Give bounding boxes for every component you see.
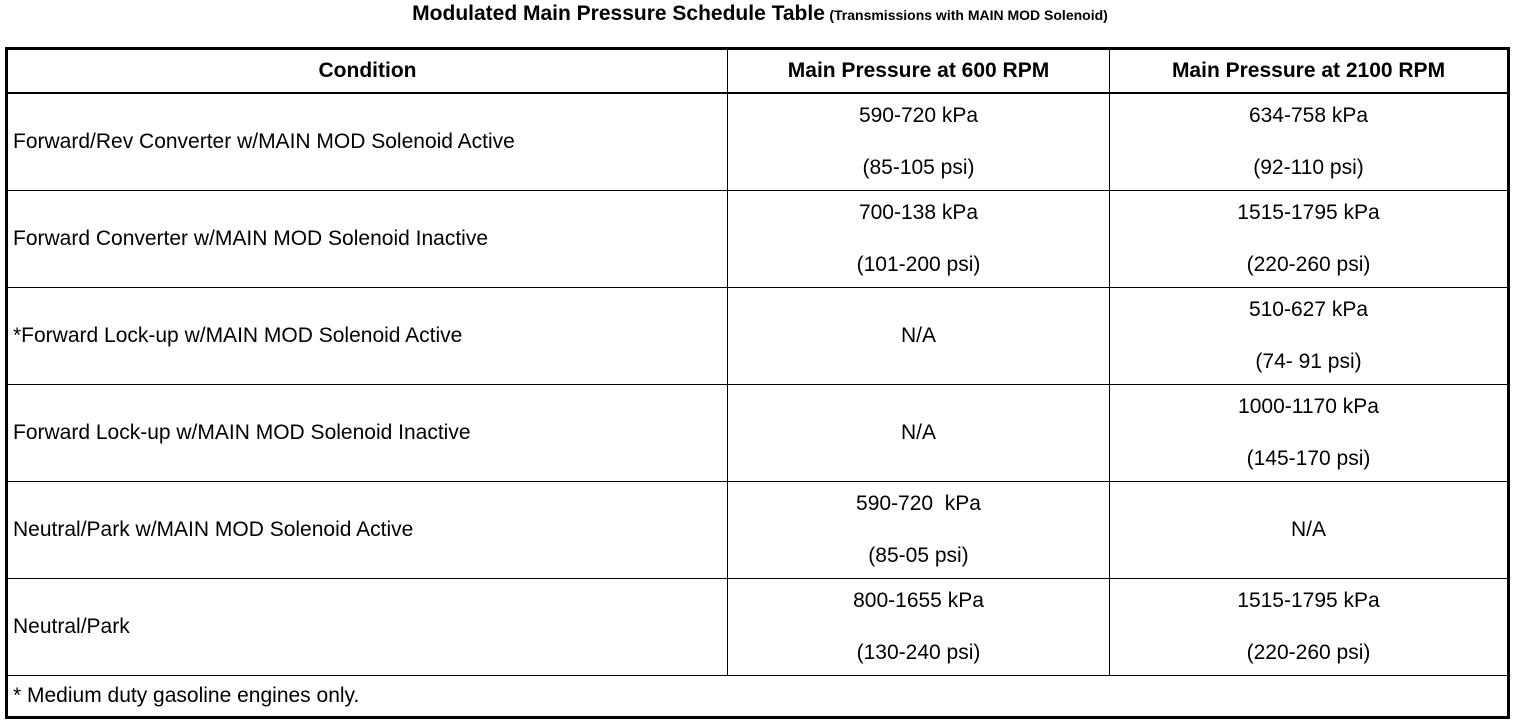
pressure-600-cell [728,93,1110,191]
pressure-value-stack [1110,395,1507,471]
condition-cell: Forward Converter w/MAIN MOD Solenoid Inactive [7,191,728,288]
title-subtitle: (Transmissions with MAIN MOD Solenoid) [829,7,1108,23]
pressure-2100-cell [1110,579,1509,676]
pressure-psi: (85-05 psi) [868,544,969,567]
table-body [7,93,1509,718]
pressure-psi: (145-170 psi) [1246,447,1371,470]
footnote: * Medium duty gasoline engines only. [7,676,1509,718]
pressure-value-stack [728,589,1109,665]
header-row [7,49,1509,94]
pressure-600-cell [728,191,1110,288]
pressure-kpa: 590-720 kPa [856,492,981,515]
pressure-600-cell [728,482,1110,579]
pressure-psi: (101-200 psi) [856,253,981,276]
pressure-value-stack [1110,589,1507,665]
pressure-600-cell [728,288,1110,385]
pressure-psi: (220-260 psi) [1246,641,1371,664]
table-header [7,49,1509,94]
pressure-psi: (220-260 psi) [1246,253,1371,276]
header-condition: Condition [7,49,728,94]
pressure-value-stack [1110,201,1507,277]
pressure-kpa: 1000-1170 kPa [1238,395,1379,418]
table-row [7,191,1509,288]
pressure-kpa: 590-720 kPa [858,104,979,127]
pressure-value-stack [1110,104,1507,180]
table-row [7,93,1509,191]
pressure-2100-cell [1110,191,1509,288]
condition-cell: Neutral/Park w/MAIN MOD Solenoid Active [7,482,728,579]
pressure-kpa: 634-758 kPa [1248,104,1369,127]
not-applicable-value: N/A [900,421,936,444]
table-row [7,482,1509,579]
table-row [7,385,1509,482]
pressure-value-stack [728,201,1109,277]
condition-cell: Forward/Rev Converter w/MAIN MOD Solenoid Active [7,93,728,191]
pressure-psi: (85-105 psi) [862,156,975,179]
table-row [7,579,1509,676]
pressure-kpa: 800-1655 kPa [853,589,984,612]
header-2100-rpm: Main Pressure at 2100 RPM [1110,49,1509,94]
pressure-value-stack [1110,298,1507,374]
pressure-kpa: 1515-1795 kPa [1237,589,1380,612]
not-applicable-value: N/A [900,324,936,347]
pressure-value-stack [728,104,1109,180]
pressure-600-cell [728,579,1110,676]
table-title [0,2,1520,26]
title-main: Modulated Main Pressure Schedule Table [412,2,825,25]
footnote-row [7,676,1509,718]
pressure-value-stack [728,492,1109,568]
pressure-600-cell [728,385,1110,482]
pressure-kpa: 700-138 kPa [858,201,979,224]
pressure-schedule-table [5,47,1510,719]
pressure-2100-cell [1110,93,1509,191]
not-applicable-value: N/A [1290,518,1326,541]
pressure-kpa: 1515-1795 kPa [1237,201,1380,224]
pressure-2100-cell [1110,482,1509,579]
pressure-psi: (92-110 psi) [1253,156,1364,179]
condition-cell: Forward Lock-up w/MAIN MOD Solenoid Inactive [7,385,728,482]
pressure-psi: (74- 91 psi) [1255,350,1362,373]
pressure-kpa: 510-627 kPa [1248,298,1369,321]
header-600-rpm: Main Pressure at 600 RPM [728,49,1110,94]
pressure-2100-cell [1110,385,1509,482]
condition-cell: *Forward Lock-up w/MAIN MOD Solenoid Active [7,288,728,385]
table-row [7,288,1509,385]
condition-cell: Neutral/Park [7,579,728,676]
pressure-psi: (130-240 psi) [856,641,981,664]
pressure-2100-cell [1110,288,1509,385]
